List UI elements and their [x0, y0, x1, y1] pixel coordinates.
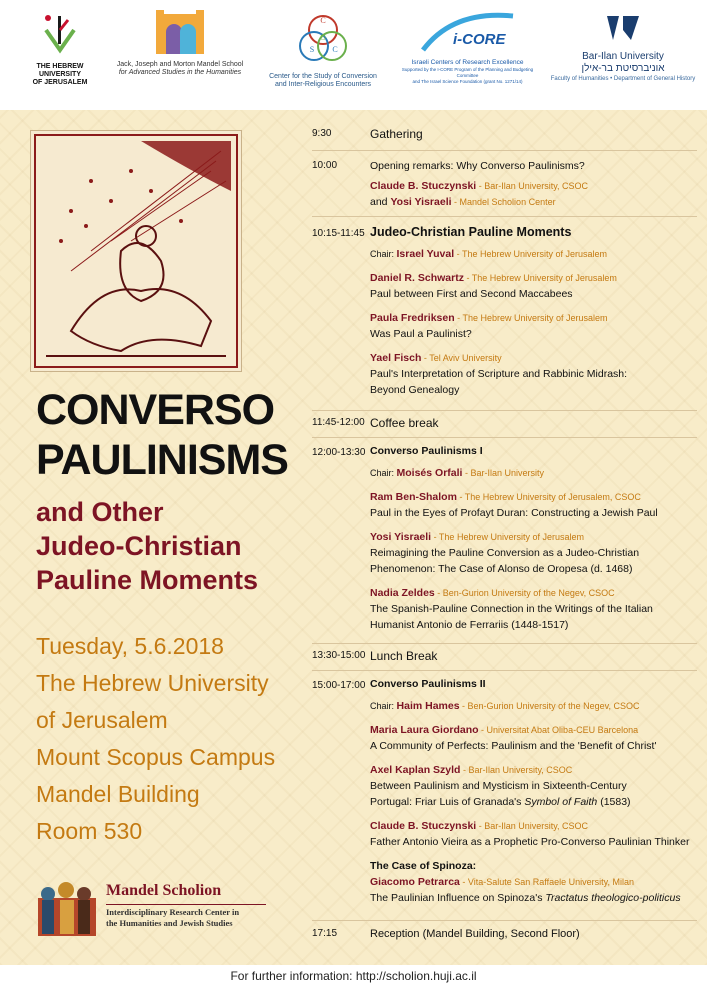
- speaker-name: Yosi Yisraeli: [370, 531, 432, 543]
- time-label: 11:45-12:00: [312, 417, 365, 428]
- talk-title: Father Antonio Vieira as a Prophetic Pro-Converso Paulinian Thinker: [370, 836, 690, 848]
- session-title: Converso Paulinisms II: [370, 678, 486, 690]
- chair-label: Chair:: [370, 701, 397, 711]
- biu-name: Bar-Ilan University: [582, 51, 664, 62]
- speaker-affiliation: - Mandel Scholion Center: [451, 197, 556, 207]
- divider: [312, 437, 697, 438]
- icore-wordmark: i-CORE: [452, 31, 505, 48]
- speaker-affiliation: - Ben-Gurion University of the Negev, CSOC: [434, 588, 615, 598]
- speaker-affiliation: - Tel Aviv University: [421, 353, 502, 363]
- mandel-scholion-logo: [36, 878, 266, 940]
- time-label: 15:00-17:00: [312, 680, 366, 691]
- chair-name: Israel Yuval: [396, 248, 455, 260]
- talk-title-line-1: Paul's Interpretation of Scripture and Rabbinic Midrash:: [370, 368, 628, 380]
- book-title: Symbol of Faith: [524, 796, 598, 808]
- poster-title: [36, 385, 288, 485]
- divider: [312, 410, 697, 411]
- divider: [312, 643, 697, 644]
- woodcut-illustration-icon: [31, 131, 241, 371]
- woodcut-conversion-of-paul-image: [30, 130, 242, 372]
- csoc-letter-c1: C: [320, 16, 326, 25]
- speaker-affiliation: - Bar-Ilan University, CSOC: [476, 181, 589, 191]
- speaker-affiliation: - The Hebrew University of Jerusalem: [431, 532, 584, 542]
- speaker-name: Nadia Zeldes: [370, 587, 435, 599]
- talk-title-line-2: Phenomenon: The Case of Alonso de Oropesa (d. 1468): [370, 563, 633, 575]
- talk-title: Paul between First and Second Maccabees: [370, 288, 573, 300]
- event-date: Tuesday, 5.6.2018: [36, 633, 224, 659]
- divider: [312, 670, 697, 671]
- subsection-heading: The Case of Spinoza:: [370, 860, 477, 872]
- divider: [312, 150, 697, 151]
- chair-label: Chair:: [370, 468, 397, 478]
- csoc-logo: [258, 10, 388, 89]
- program-item-text: Lunch Break: [370, 649, 438, 663]
- csoc-line-2: and Inter-Religious Encounters: [274, 81, 372, 88]
- time-label: 10:15-11:45: [312, 228, 365, 239]
- subtitle-line-3: Pauline Moments: [36, 565, 259, 595]
- icore-swoosh-icon: [413, 10, 523, 54]
- talk-title: Was Paul a Paulinist?: [370, 328, 472, 340]
- time-label: 12:00-13:30: [312, 447, 366, 458]
- speaker-name: Maria Laura Giordano: [370, 724, 479, 736]
- conjunction: and: [370, 196, 391, 208]
- subtitle-line-2: Judeo-Christian: [36, 531, 242, 561]
- event-venue: [36, 628, 275, 850]
- program-item-text: Opening remarks: Why Converso Paulinisms?: [370, 160, 585, 172]
- talk-title: A Community of Perfects: Paulinism and the 'Benefit of Christ': [370, 740, 657, 752]
- biu-logo: [548, 10, 698, 83]
- icore-line-1: Israeli Centers of Research Excellence: [411, 59, 524, 66]
- mandel-arch-icon: [154, 10, 206, 56]
- talk-title: Paul in the Eyes of Profayt Duran: Constructing a Jewish Paul: [370, 507, 658, 519]
- speaker-name: Yael Fisch: [370, 352, 422, 364]
- icore-line-3: and The Israel Science Foundation (grant No. 1271/14): [412, 79, 523, 84]
- speaker-affiliation: - Vita-Salute San Raffaele University, Milan: [459, 877, 634, 887]
- mandel-scholion-name: Mandel Scholion: [106, 882, 222, 899]
- chair-affiliation: - The Hebrew University of Jerusalem: [454, 249, 608, 259]
- huji-name-2: UNIVERSITY: [38, 71, 81, 78]
- book-title: Tractatus theologico-politicus: [545, 892, 681, 904]
- time-label: 10:00: [312, 160, 338, 171]
- mandel-scholion-desc-2: the Humanities and Jewish Studies: [106, 918, 233, 928]
- talk-title-line-2: Beyond Genealogy: [370, 384, 460, 396]
- session-title: Converso Paulinisms I: [370, 445, 483, 457]
- speaker-name: Giacomo Petrarca: [370, 876, 460, 888]
- huji-logo: [20, 10, 100, 87]
- talk-title-line-1: Between Paulinism and Mysticism in Sixteenth-Century: [370, 780, 627, 792]
- huji-emblem-icon: [40, 10, 80, 58]
- speaker-affiliation: - The Hebrew University of Jerusalem: [454, 313, 608, 323]
- chair-affiliation: - Bar-Ilan University: [462, 468, 544, 478]
- footer-info: [0, 965, 707, 1000]
- scholars-illustration-icon: [36, 878, 98, 938]
- talk-title: The Paulinian Influence on Spinoza's Tractatus theologico-politicus: [370, 892, 681, 904]
- speaker-affiliation: - Bar-Ilan University, CSOC: [460, 765, 573, 775]
- divider: [312, 920, 697, 921]
- time-label: 13:30-15:00: [312, 650, 366, 661]
- venue-line-5: Room 530: [36, 818, 143, 844]
- mandel-school-line-2: for Advanced Studies in the Humanities: [118, 69, 242, 76]
- chair-affiliation: - Ben-Gurion University of the Negev, CSOC: [459, 701, 640, 711]
- talk-title-line-1: Reimagining the Pauline Conversion as a Judeo-Christian: [370, 547, 640, 559]
- speaker-affiliation: - The Hebrew University of Jerusalem: [463, 273, 617, 283]
- talk-title-line-2: Humanist Antonio de Ferrariis (1448-1517): [370, 619, 569, 631]
- speaker-affiliation: - The Hebrew University of Jerusalem, CSOC: [456, 492, 641, 502]
- csoc-line-1: Center for the Study of Conversion: [269, 73, 377, 80]
- speaker-name: Claude B. Stuczynski: [370, 820, 477, 832]
- mandel-scholion-desc-1: Interdisciplinary Research Center in: [106, 907, 240, 917]
- icore-logo: [400, 10, 535, 85]
- logo-bar: [0, 0, 707, 110]
- program-item-text: Reception (Mandel Building, Second Floor): [370, 928, 580, 940]
- biu-faculty: Faculty of Humanities • Department of General History: [550, 76, 696, 82]
- footer-text: For further information: http://scholion.huji.ac.il: [230, 969, 477, 983]
- program-item-text: Gathering: [370, 127, 423, 141]
- mandel-school-line-1: Jack, Joseph and Morton Mandel School: [116, 61, 244, 68]
- speaker-affiliation: - Bar-Ilan University, CSOC: [476, 821, 589, 831]
- csoc-letter-s: S: [309, 45, 315, 54]
- talk-title-line-2: Portugal: Friar Luis of Granada's Symbol of Faith (1583): [370, 796, 631, 808]
- speaker-name: Daniel R. Schwartz: [370, 272, 464, 284]
- huji-name-3: OF JERUSALEM: [32, 79, 88, 86]
- title-line-2: PAULINISMS: [36, 436, 288, 484]
- chair-label: Chair:: [370, 249, 397, 259]
- venue-line-3: Mount Scopus Campus: [36, 744, 276, 770]
- csoc-triquetra-icon: [294, 10, 352, 68]
- program-item-text: Coffee break: [370, 416, 439, 430]
- title-line-1: CONVERSO: [36, 386, 275, 434]
- speaker-name: Yosi Yisraeli: [390, 196, 452, 208]
- venue-line-1: The Hebrew University: [36, 670, 269, 696]
- icore-line-2: Supported by the I-CORE Program of the Planning and Budgeting Committee: [401, 67, 534, 78]
- venue-line-4: Mandel Building: [36, 781, 200, 807]
- subtitle-line-1: and Other: [36, 497, 164, 527]
- speaker-name: Claude B. Stuczynski: [370, 180, 477, 192]
- speaker-name: Paula Fredriksen: [370, 312, 455, 324]
- biu-name-hebrew: אוניברסיטת בר-אילן: [581, 63, 665, 74]
- csoc-letter-c2: C: [332, 45, 338, 54]
- biu-emblem-icon: [603, 10, 643, 46]
- session-title: Judeo-Christian Pauline Moments: [370, 225, 572, 239]
- talk-title-line-1: The Spanish-Pauline Connection in the Writings of the Italian: [370, 603, 653, 615]
- chair-name: Moisés Orfali: [396, 467, 463, 479]
- time-label: 17:15: [312, 928, 338, 939]
- poster-subtitle: [36, 495, 258, 597]
- divider: [312, 216, 697, 217]
- speaker-affiliation: - Universitat Abat Oliba-CEU Barcelona: [478, 725, 639, 735]
- venue-line-2: of Jerusalem: [36, 707, 168, 733]
- csoc-letter-o: O: [320, 33, 326, 42]
- time-label: 9:30: [312, 128, 332, 139]
- mandel-school-logo: [110, 10, 250, 77]
- speaker-name: Axel Kaplan Szyld: [370, 764, 461, 776]
- speaker-name: Ram Ben-Shalom: [370, 491, 457, 503]
- huji-name-1: THE HEBREW: [36, 63, 84, 70]
- chair-name: Haim Hames: [396, 700, 460, 712]
